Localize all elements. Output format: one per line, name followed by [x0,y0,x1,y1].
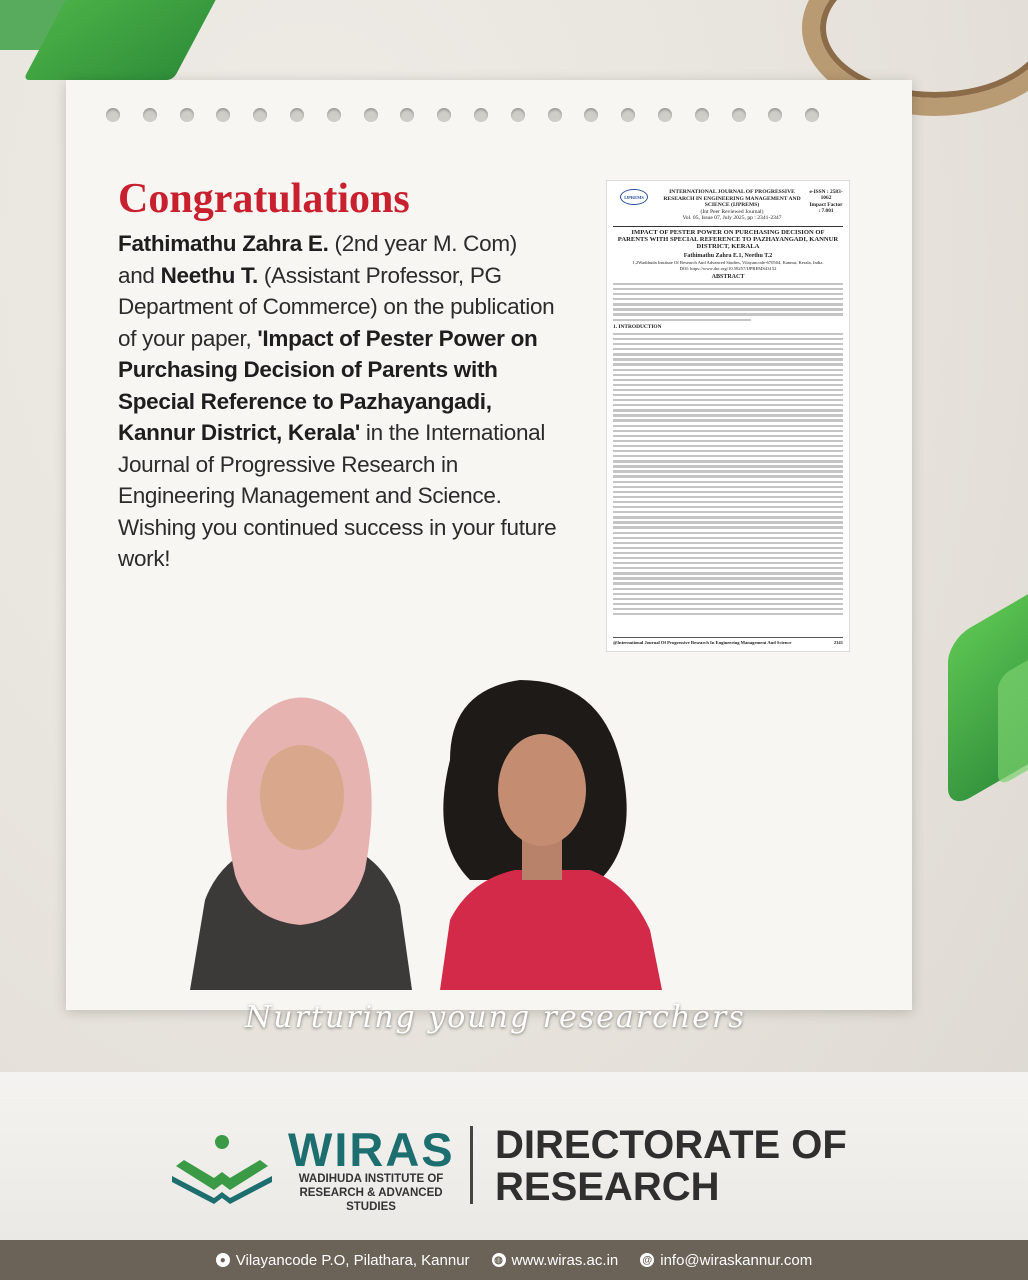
journal-name: INTERNATIONAL JOURNAL OF PROGRESSIVE RESEARCH IN ENGINEERING MANAGEMENT AND SCIENCE (IJPREMS) [663,189,801,208]
paper-preview-title: IMPACT OF PESTER POWER ON PURCHASING DECISION OF PARENTS WITH SPECIAL REFERENCE TO PAZHAYANGADI, KANNUR DISTRICT, KERALA [617,228,839,251]
journal-volume: Vol. 05, Issue 07, July 2025, pp : 2341-2347 [682,215,782,221]
location-pin-icon: ● [216,1253,230,1267]
message-text: in the International Journal of Progressive Research in Engineering Management and Science. Wishing you continued success in your future work! [118,420,557,571]
abstract-heading: ABSTRACT [711,273,745,280]
department-name: DIRECTORATE OF RESEARCH [495,1123,847,1209]
contact-email[interactable]: @ info@wiraskannur.com [640,1252,812,1269]
brand-divider [470,1126,473,1204]
paper-preview-doi: DOI: https://www.doi.org/10.58257/IJPREMS43152 [679,266,777,272]
author-name: Fathimathu Zahra E. [118,231,329,256]
paper-preview-authors: Fathimathu Zahra E.1, Neethu T.2 [683,252,773,259]
contact-address: ● Vilayancode P.O, Pilathara, Kannur [216,1252,470,1269]
wiras-logo-icon [170,1132,275,1204]
heading: Congratulations [118,176,410,222]
brand-subtitle: WADIHUDA INSTITUTE OF RESEARCH & ADVANCED STUDIES [298,1173,444,1213]
globe-icon: ◍ [492,1253,506,1267]
email-icon: @ [640,1253,654,1267]
message-text: (Assistant Professor, PG Department of Commerce) on the publication of your paper, [118,262,555,351]
intro-heading: 1. INTRODUCTION [613,323,662,330]
paper-title: 'Impact of Pester Power on Purchasing Decision of Parents with Special Reference to Pazhayangadi, Kannur District, Kerala' [118,325,538,445]
paper-preview-page: 2341 [833,640,843,645]
author-name: Neethu T. [160,262,258,288]
congratulation-message [118,228,558,575]
photo-person-2 [440,680,662,990]
notepad-holes [106,108,819,122]
paper-preview-footer: @International Journal Of Progressive Research In Engineering Management And Science [613,640,792,645]
abstract-text-lines [613,283,843,321]
message-text: (2nd year M. Com) and [118,231,517,288]
brand-name: WIRAS [288,1123,455,1176]
photo-person-1 [190,698,412,991]
journal-impact: Impact Factor : 7.001 [809,201,843,215]
contact-website[interactable]: ◍ www.wiras.ac.in [492,1252,619,1269]
tagline: Nurturing young researchers [245,1000,746,1035]
body-text-lines [613,333,843,615]
researchers-photo [150,620,710,990]
journal-peer: (Int Peer Reviewed Journal) [700,208,764,215]
journal-logo: IJPREMS [613,189,655,207]
paper-preview-affiliation: 1,2Wadihuda Institute Of Research And Advanced Studies, Vilayancode-670504, Kannur, Kerala, India. [632,259,824,265]
paper-preview [606,180,850,652]
contact-bar [0,1240,1028,1280]
journal-issn: e-ISSN : 2583-1062 [809,189,843,202]
